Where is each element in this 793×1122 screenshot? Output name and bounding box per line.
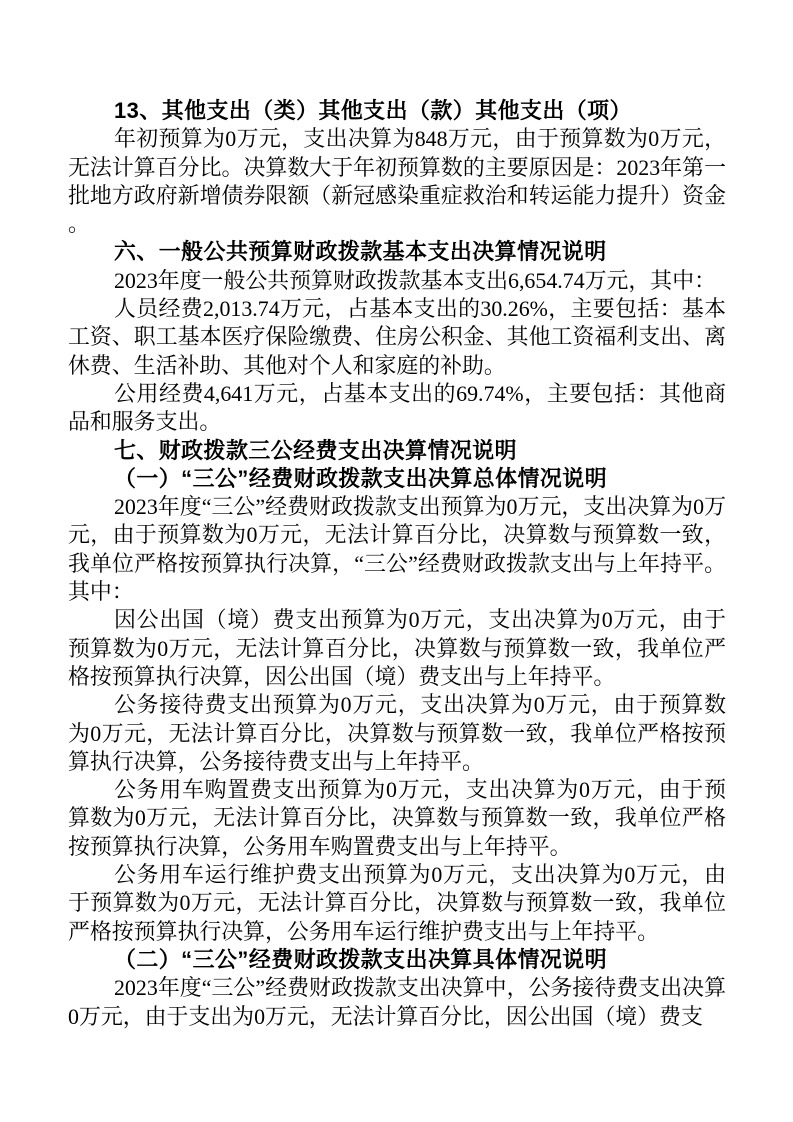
item-13-paragraph: 年初预算为0万元，支出决算为848万元，由于预算数为0万元，无法计算百分比。决算数大于年初预算数的主要原因是：2023年第一批地方政府新增债券限额（新冠感染重症救治和转运能力提升）资金。 xyxy=(68,126,726,237)
three-public-detail-paragraph: 2023年度“三公”经费财政拨款支出决算中，公务接待费支出决算0万元，由于支出为0万元，无法计算百分比，因公出国（境）费支 xyxy=(68,975,726,1029)
subsection-7-2-heading: （二）“三公”经费财政拨款支出决算具体情况说明 xyxy=(113,946,608,972)
section-6-heading: 六、一般公共预算财政拨款基本支出决算情况说明 xyxy=(113,239,607,265)
official-reception-expense-paragraph: 公务接待费支出预算为0万元，支出决算为0万元，由于预算数为0万元，无法计算百分比，决算数与预算数一致，我单位严格按预算执行决算，公务接待费支出与上年持平。 xyxy=(68,692,726,774)
three-public-overview-paragraph: 2023年度“三公”经费财政拨款支出预算为0万元，支出决算为0万元，由于预算数为0万元，无法计算百分比，决算数与预算数一致，我单位严格按预算执行决算，“三公”经费财政拨款支出与上年持平。其中： xyxy=(68,494,726,605)
section-6-intro-paragraph: 2023年度一般公共预算财政拨款基本支出6,654.74万元，其中： xyxy=(113,267,716,293)
subsection-7-1-heading: （一）“三公”经费财政拨款支出决算总体情况说明 xyxy=(113,465,608,491)
item-13-heading: 13、其他支出（类）其他支出（款）其他支出（项） xyxy=(113,98,632,123)
section-7-heading: 七、财政拨款三公经费支出决算情况说明 xyxy=(113,437,518,463)
document-content xyxy=(68,97,726,1031)
public-expense-paragraph: 公用经费4,641万元，占基本支出的69.74%，主要包括：其他商品和服务支出。 xyxy=(68,380,726,435)
vehicle-maintenance-expense-paragraph: 公务用车运行维护费支出预算为0万元，支出决算为0万元，由于预算数为0万元，无法计算百分比，决算数与预算数一致，我单位严格按预算执行决算，公务用车运行维护费支出与上年持平。 xyxy=(68,862,726,944)
vehicle-purchase-expense-paragraph: 公务用车购置费支出预算为0万元，支出决算为0万元，由于预算数为0万元，无法计算百分比，决算数与预算数一致，我单位严格按预算执行决算，公务用车购置费支出与上年持平。 xyxy=(68,777,726,859)
personnel-expense-paragraph: 人员经费2,013.74万元，占基本支出的30.26%，主要包括：基本工资、职工基本医疗保险缴费、住房公积金、其他工资福利支出、离休费、生活补助、其他对个人和家庭的补助。 xyxy=(68,296,726,378)
overseas-travel-expense-paragraph: 因公出国（境）费支出预算为0万元，支出决算为0万元，由于预算数为0万元，无法计算百分比，决算数与预算数一致，我单位严格按预算执行决算，因公出国（境）费支出与上年持平。 xyxy=(68,607,726,689)
